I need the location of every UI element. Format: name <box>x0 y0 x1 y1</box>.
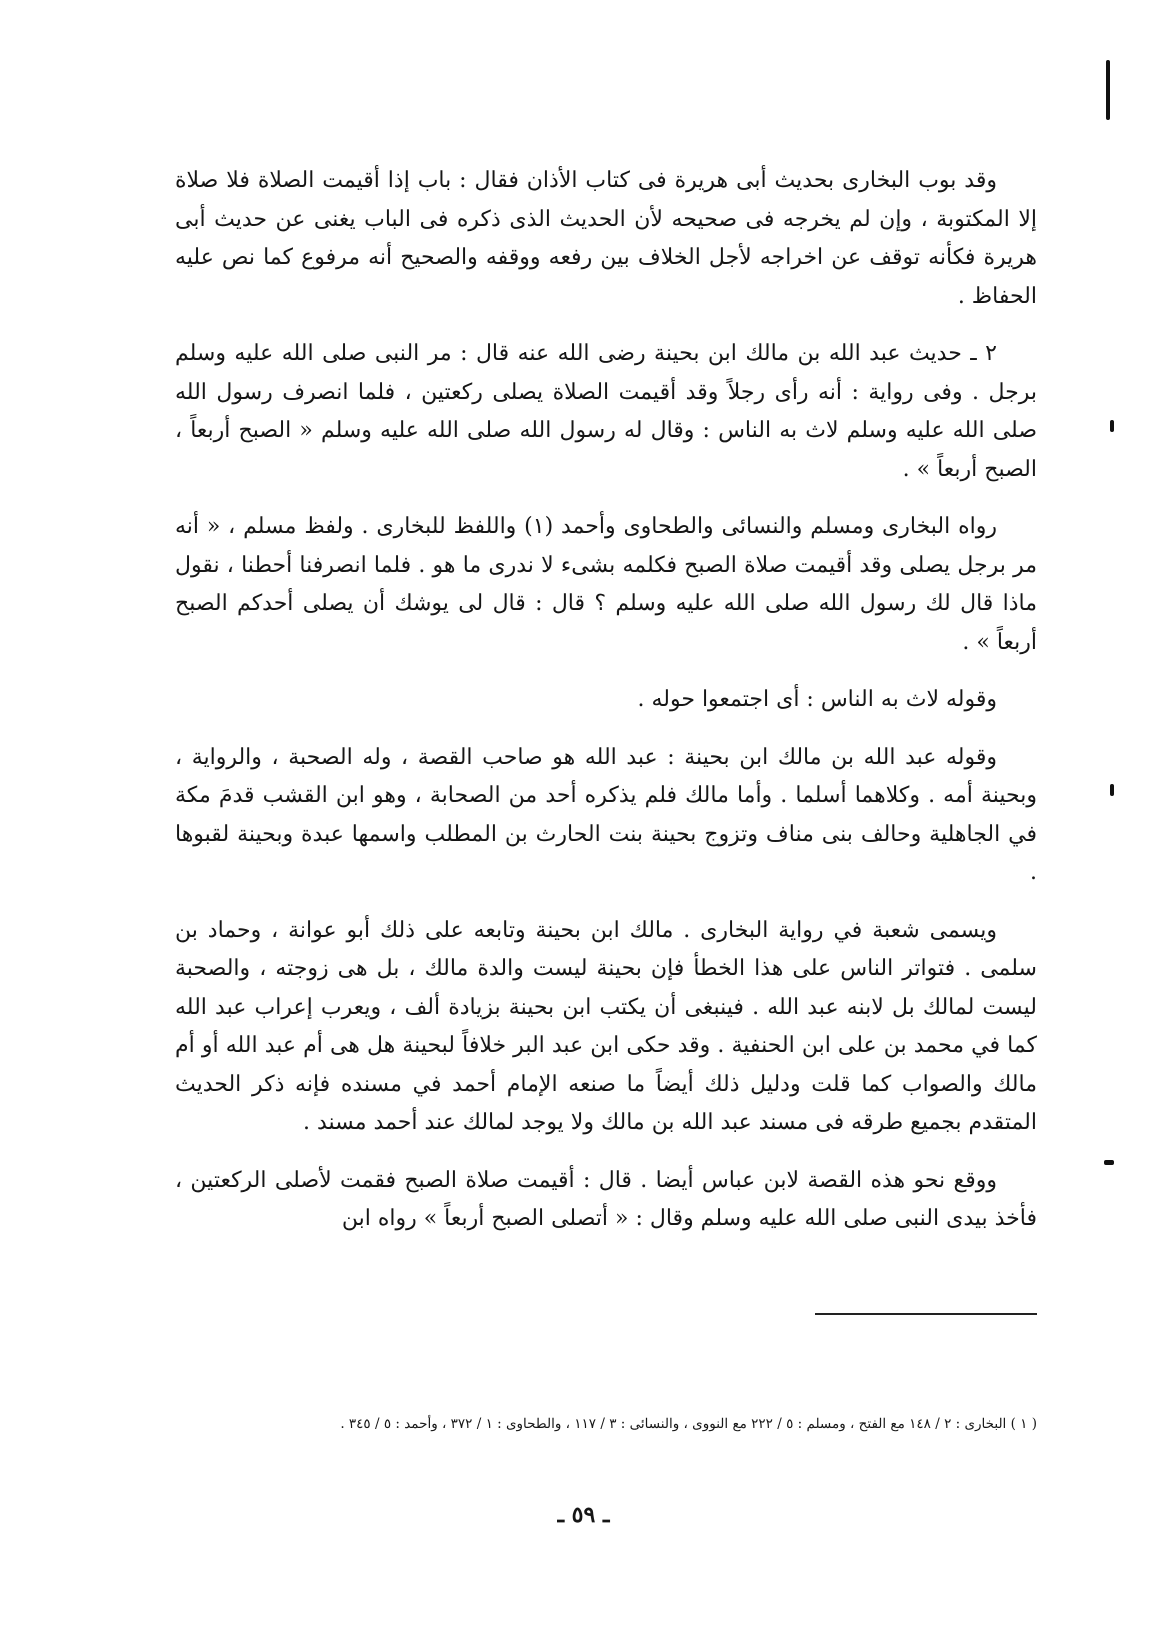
scan-edge-mark <box>1110 420 1114 432</box>
scan-edge-mark <box>1110 784 1114 796</box>
paragraph-abdullah-identity: وقوله عبد الله بن مالك ابن بحينة : عبد الله هو صاحب القصة ، وله الصحبة ، والرواية ، وبحينة أمه . وكلاهما أسلما . وأما مالك فلم يذكره أحد من الصحابة ، وهو ابن القشب قدمَ مكة في الجاهلية وحالف بنى مناف وتزوج بحينة بنت الحارث بن المطلب واسمها عبدة وبحينة لقبوها . <box>175 744 1037 885</box>
paragraph-lath-meaning: وقوله لاث به الناس : أى اجتمعوا حوله . <box>637 687 997 712</box>
paragraph-hadith-ibn-buhayna: ٢ ـ حديث عبد الله بن مالك ابن بحينة رضى الله عنه قال : مر النبى صلى الله عليه وسلم برجل . وفى رواية : أنه رأى رجلاً وقد أقيمت الصلاة يصلى ركعتين ، فلما انصرف رسول الله صلى الله عليه وسلم لاث به الناس : وقال له رسول الله صلى الله عليه وسلم « الصبح أربعاً ، الصبح أربعاً » . <box>175 341 1037 482</box>
page-number: ـ ٥٩ ـ <box>557 1502 610 1528</box>
scan-edge-mark <box>1106 60 1110 120</box>
main-text <box>175 162 1037 1258</box>
paragraph-bukhari-chapter: وقد بوب البخارى بحديث أبى هريرة فى كتاب الأذان فقال : باب إذا أقيمت الصلاة فلا صلاة إلا المكتوبة ، وإن لم يخرجه فى صحيحه لأن الحديث الذى ذكره فى الباب يغنى عن حديث أبى هريرة فكأنه توقف عن اخراجه لأجل الخلاف بين رفعه ووقفه والصحيح أنه مرفوع كما نص عليه الحفاظ . <box>175 168 1037 309</box>
footnote-divider <box>815 1313 1037 1315</box>
paragraph-narrators: رواه البخارى ومسلم والنسائى والطحاوى وأحمد (١) واللفظ للبخارى . ولفظ مسلم ، « أنه مر برجل يصلى وقد أقيمت صلاة الصبح فكلمه بشىء لا ندرى ما هو . فلما انصرفنا أحطنا ، نقول ماذا قال لك رسول الله صلى الله عليه وسلم ؟ قال : قال لى يوشك أن يصلى أحدكم الصبح أربعاً » . <box>175 514 1037 655</box>
paragraph-ibn-abbas: ووقع نحو هذه القصة لابن عباس أيضا . قال : أقيمت صلاة الصبح فقمت لأصلى الركعتين ، فأخذ بيدى النبى صلى الله عليه وسلم وقال : « أتصلى الصبح أربعاً » رواه ابن <box>175 1167 1037 1231</box>
paragraph-shuba-naming: ويسمى شعبة في رواية البخارى . مالك ابن بحينة وتابعه على ذلك أبو عوانة ، وحماد بن سلمى . فتواتر الناس على هذا الخطأ فإن بحينة ليست والدة مالك ، بل هى زوجته ، والصحبة ليست لمالك بل لابنه عبد الله . فينبغى أن يكتب ابن بحينة بزيادة ألف ، ويعرب إعراب عبد الله كما في محمد بن على ابن الحنفية . وقد حكى ابن عبد البر خلافاً لبحينة هل هى أم عبد الله أو أم مالك والصواب كما قلت ودليل ذلك أيضاً ما صنعه الإمام أحمد في مسنده فإنه ذكر الحديث المتقدم بجميع طرقه فى مسند عبد الله بن مالك ولا يوجد لمالك عند أحمد مسند . <box>175 917 1037 1135</box>
footnote: ( ١ ) البخارى : ٢ / ١٤٨ مع الفتح ، ومسلم : ٥ / ٢٢٢ مع النووى ، والنسائى : ٣ / ١١٧ ، والطحاوى : ١ / ٣٧٢ ، وأحمد : ٥ / ٣٤٥ . <box>340 1416 1037 1432</box>
scan-edge-mark <box>1104 1160 1114 1165</box>
